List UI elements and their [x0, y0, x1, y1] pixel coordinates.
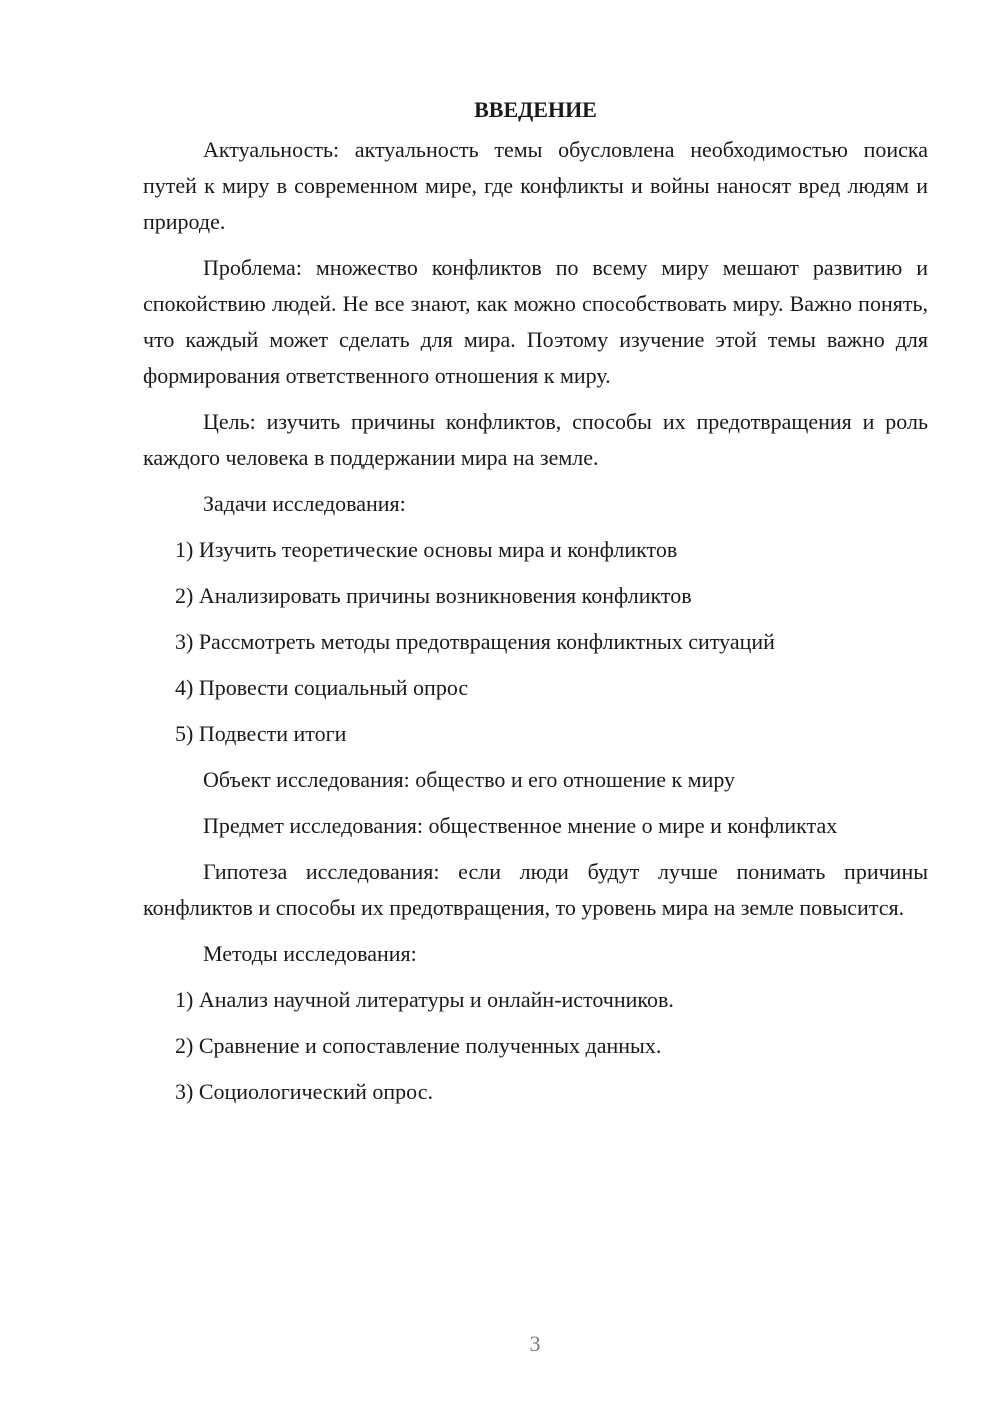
task-item-1: 1) Изучить теоретические основы мира и конфликтов: [175, 537, 678, 562]
page-number: 3: [529, 1331, 541, 1356]
method-item-2: 2) Сравнение и сопоставление полученных данных.: [175, 1033, 662, 1058]
object-line: Объект исследования: общество и его отношение к миру: [203, 767, 736, 792]
task-item-2: 2) Анализировать причины возникновения конфликтов: [175, 583, 692, 608]
problem-paragraph: Проблема: множество конфликтов по всему миру мешают развитию и спокойствию людей. Не все знают, как можно способствовать миру. Важно понять, что каждый может сделать для мира. Поэтому изучение этой темы важно для формирования ответственного отношения к миру.: [143, 255, 928, 388]
task-item-5: 5) Подвести итоги: [175, 721, 347, 746]
method-item-3: 3) Социологический опрос.: [175, 1079, 433, 1104]
task-item-4: 4) Провести социальный опрос: [175, 675, 469, 700]
hypothesis-paragraph: Гипотеза исследования: если люди будут лучше понимать причины конфликтов и способы их предотвращения, то уровень мира на земле повысится.: [143, 859, 928, 920]
task-item-3: 3) Рассмотреть методы предотвращения конфликтных ситуаций: [175, 629, 775, 654]
method-item-1: 1) Анализ научной литературы и онлайн-источников.: [175, 987, 674, 1012]
relevance-paragraph: Актуальность: актуальность темы обусловлена необходимостью поиска путей к миру в современном мире, где конфликты и войны наносят вред людям и природе.: [143, 137, 928, 234]
tasks-heading: Задачи исследования:: [203, 491, 406, 516]
document-body: [143, 92, 928, 1120]
subject-line: Предмет исследования: общественное мнение о мире и конфликтах: [203, 813, 838, 838]
page-title: ВВЕДЕНИЕ: [474, 97, 597, 122]
methods-heading: Методы исследования:: [203, 941, 417, 966]
goal-paragraph: Цель: изучить причины конфликтов, способы их предотвращения и роль каждого человека в поддержании мира на земле.: [143, 409, 928, 470]
